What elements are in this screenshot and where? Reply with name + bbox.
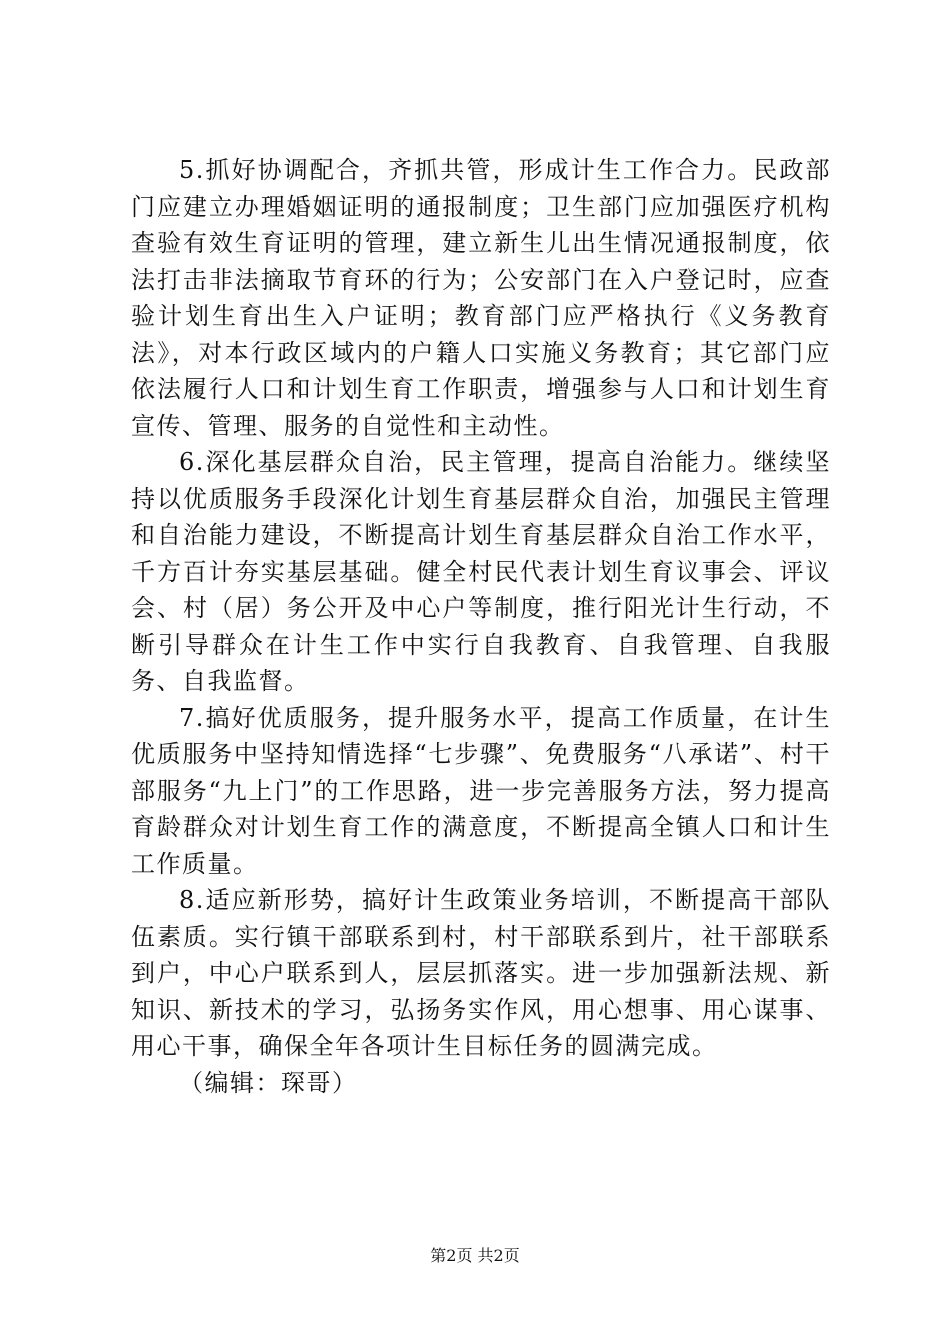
paragraph-7: 7.搞好优质服务，提升服务水平，提高工作质量，在计生优质服务中坚持知情选择“七步骤”、免费服务“八承诺”、村干部服务“九上门”的工作思路，进一步完善服务方法，努力提高育龄群众对计划生育工作的满意度，不断提高全镇人口和计生工作质量。 bbox=[131, 703, 831, 878]
page-footer bbox=[0, 1243, 950, 1266]
editor-note: （编辑：琛哥） bbox=[179, 1068, 358, 1097]
paragraph-6: 6.深化基层群众自治，民主管理，提高自治能力。继续坚持以优质服务手段深化计划生育基层群众自治，加强民主管理和自治能力建设，不断提高计划生育基层群众自治工作水平，千方百计夯实基层基础。健全村民代表计划生育议事会、评议会、村（居）务公开及中心户等制度，推行阳光计生行动，不断引导群众在计生工作中实行自我教育、自我管理、自我服务、自我监督。 bbox=[131, 448, 831, 695]
document-body bbox=[131, 152, 831, 1101]
paragraph-5: 5.抓好协调配合，齐抓共管，形成计生工作合力。民政部门应建立办理婚姻证明的通报制度；卫生部门应加强医疗机构查验有效生育证明的管理，建立新生儿出生情况通报制度，依法打击非法摘取节育环的行为；公安部门在入户登记时，应查验计划生育出生入户证明；教育部门应严格执行《义务教育法》，对本行政区域内的户籍人口实施义务教育；其它部门应依法履行人口和计划生育工作职责，增强参与人口和计划生育宣传、管理、服务的自觉性和主动性。 bbox=[131, 156, 831, 440]
paragraph-8: 8.适应新形势，搞好计生政策业务培训，不断提高干部队伍素质。实行镇干部联系到村，村干部联系到片，社干部联系到户，中心户联系到人，层层抓落实。进一步加强新法规、新知识、新技术的学习，弘扬务实作风，用心想事、用心谋事、用心干事，确保全年各项计生目标任务的圆满完成。 bbox=[131, 886, 831, 1060]
page-number: 第2页 共2页 bbox=[430, 1246, 520, 1265]
